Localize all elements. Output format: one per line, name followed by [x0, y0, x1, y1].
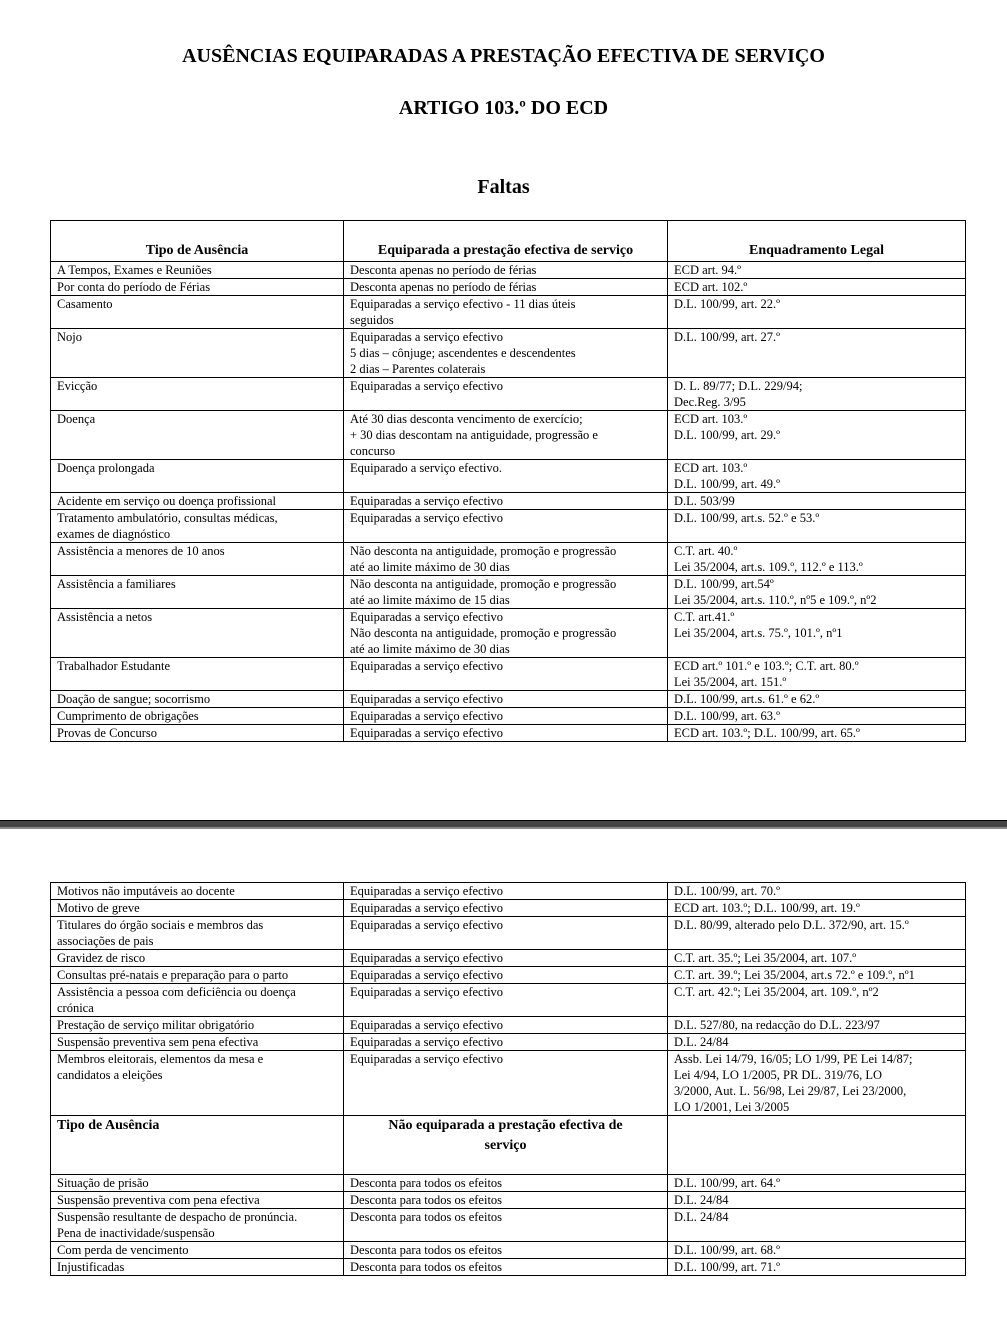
cell-absence-type: Por conta do período de Férias	[51, 279, 344, 296]
cell-legal-basis: D.L. 24/84	[668, 1192, 966, 1209]
cell-legal-basis: D.L. 503/99	[668, 493, 966, 510]
cell-equivalence: Desconta apenas no período de férias	[344, 279, 668, 296]
cell-legal-basis: ECD art. 94.º	[668, 262, 966, 279]
cell-legal-basis: D. L. 89/77; D.L. 229/94; Dec.Reg. 3/95	[668, 378, 966, 411]
table-row	[51, 1017, 966, 1034]
table-row	[51, 1209, 966, 1242]
cell-legal-basis: C.T. art. 39.º; Lei 35/2004, art.s 72.º e 109.º, nº1	[668, 967, 966, 984]
absences-table-page2	[50, 882, 966, 1276]
cell-absence-type: Cumprimento de obrigações	[51, 708, 344, 725]
cell-legal-basis: D.L. 100/99, art. 63.º	[668, 708, 966, 725]
table-row	[51, 967, 966, 984]
table-row	[51, 883, 966, 900]
cell-legal-basis: Enquadramento Legal	[668, 221, 966, 262]
cell-absence-type: Suspensão preventiva com pena efectiva	[51, 1192, 344, 1209]
table-row	[51, 1192, 966, 1209]
cell-equivalence: Não desconta na antiguidade, promoção e progressão até ao limite máximo de 30 dias	[344, 543, 668, 576]
table-row	[51, 411, 966, 460]
cell-equivalence: Desconta para todos os efeitos	[344, 1242, 668, 1259]
cell-legal-basis: D.L. 100/99, art. 68.º	[668, 1242, 966, 1259]
cell-legal-basis: Assb. Lei 14/79, 16/05; LO 1/99, PE Lei 14/87; Lei 4/94, LO 1/2005, PR DL. 319/76, LO 3/2000, Aut. L. 56/98, Lei 29/87, Lei 23/2000, LO 1/2001, Lei 3/2005	[668, 1051, 966, 1116]
cell-legal-basis: D.L. 100/99, art. 71.º	[668, 1259, 966, 1276]
table-row	[51, 262, 966, 279]
table-row	[51, 576, 966, 609]
cell-equivalence: Equiparadas a serviço efectivo	[344, 725, 668, 742]
cell-absence-type: Motivo de greve	[51, 900, 344, 917]
cell-equivalence: Até 30 dias desconta vencimento de exercício; + 30 dias descontam na antiguidade, progressão e concurso	[344, 411, 668, 460]
cell-absence-type: Com perda de vencimento	[51, 1242, 344, 1259]
table-row	[51, 917, 966, 950]
table-row	[51, 691, 966, 708]
table-row	[51, 1034, 966, 1051]
cell-absence-type: Gravidez de risco	[51, 950, 344, 967]
cell-equivalence: Equiparadas a serviço efectivo Não desconta na antiguidade, promoção e progressão até ao limite máximo de 30 dias	[344, 609, 668, 658]
article-title: ARTIGO 103.º DO ECD	[398, 97, 609, 119]
cell-equivalence: Equiparadas a serviço efectivo	[344, 1051, 668, 1116]
cell-equivalence: Equiparadas a serviço efectivo	[344, 984, 668, 1017]
cell-legal-basis: ECD art. 103.º; D.L. 100/99, art. 19.º	[668, 900, 966, 917]
cell-absence-type: Doença prolongada	[51, 460, 344, 493]
cell-equivalence: Não desconta na antiguidade, promoção e progressão até ao limite máximo de 15 dias	[344, 576, 668, 609]
cell-absence-type: Acidente em serviço ou doença profissional	[51, 493, 344, 510]
cell-absence-type: Assistência a pessoa com deficiência ou doença crónica	[51, 984, 344, 1017]
cell-equivalence: Equiparadas a serviço efectivo - 11 dias úteis seguidos	[344, 296, 668, 329]
cell-legal-basis: D.L. 24/84	[668, 1034, 966, 1051]
table-row	[51, 296, 966, 329]
table-row	[51, 510, 966, 543]
table-row	[51, 279, 966, 296]
table-row	[51, 1242, 966, 1259]
cell-absence-type: Trabalhador Estudante	[51, 658, 344, 691]
cell-legal-basis: D.L. 100/99, art.s. 52.º e 53.º	[668, 510, 966, 543]
table-row	[51, 658, 966, 691]
cell-equivalence: Equiparadas a serviço efectivo 5 dias – cônjuge; ascendentes e descendentes 2 dias – Parentes colaterais	[344, 329, 668, 378]
cell-absence-type: Nojo	[51, 329, 344, 378]
cell-legal-basis: D.L. 100/99, art.s. 61.º e 62.º	[668, 691, 966, 708]
cell-equivalence: Equiparadas a serviço efectivo	[344, 658, 668, 691]
cell-legal-basis: D.L. 100/99, art. 22.º	[668, 296, 966, 329]
cell-absence-type: Titulares do órgão sociais e membros das associações de pais	[51, 917, 344, 950]
table-row	[51, 460, 966, 493]
cell-equivalence: Equiparadas a serviço efectivo	[344, 708, 668, 725]
cell-absence-type: Evicção	[51, 378, 344, 411]
cell-equivalence: Equiparadas a serviço efectivo	[344, 1034, 668, 1051]
table-row	[51, 725, 966, 742]
cell-legal-basis: D.L. 100/99, art. 70.º	[668, 883, 966, 900]
cell-absence-type: Membros eleitorais, elementos da mesa e candidatos a eleições	[51, 1051, 344, 1116]
cell-legal-basis: ECD art. 103.º; D.L. 100/99, art. 65.º	[668, 725, 966, 742]
cell-equivalence: Não equiparada a prestação efectiva de serviço	[344, 1116, 668, 1175]
cell-absence-type: Situação de prisão	[51, 1175, 344, 1192]
table-header-row	[51, 1116, 966, 1175]
table-row	[51, 1259, 966, 1276]
cell-legal-basis: D.L. 527/80, na redacção do D.L. 223/97	[668, 1017, 966, 1034]
cell-equivalence: Equiparadas a serviço efectivo	[344, 950, 668, 967]
cell-absence-type: Assistência a menores de 10 anos	[51, 543, 344, 576]
table-row	[51, 378, 966, 411]
cell-legal-basis: ECD art. 102.º	[668, 279, 966, 296]
cell-absence-type: Suspensão resultante de despacho de pronúncia. Pena de inactividade/suspensão	[51, 1209, 344, 1242]
cell-equivalence: Equiparadas a serviço efectivo	[344, 900, 668, 917]
cell-absence-type: Tratamento ambulatório, consultas médicas, exames de diagnóstico	[51, 510, 344, 543]
table-row	[51, 900, 966, 917]
cell-legal-basis: C.T. art. 35.º; Lei 35/2004, art. 107.º	[668, 950, 966, 967]
cell-absence-type: Consultas pré-natais e preparação para o parto	[51, 967, 344, 984]
cell-equivalence: Equiparadas a serviço efectivo	[344, 883, 668, 900]
cell-absence-type: Injustificadas	[51, 1259, 344, 1276]
cell-equivalence: Desconta para todos os efeitos	[344, 1175, 668, 1192]
cell-legal-basis: D.L. 80/99, alterado pelo D.L. 372/90, art. 15.º	[668, 917, 966, 950]
table-header-row	[51, 221, 966, 262]
cell-legal-basis: C.T. art.41.º Lei 35/2004, art.s. 75.º, 101.º, nº1	[668, 609, 966, 658]
cell-absence-type: Doença	[51, 411, 344, 460]
table-row	[51, 493, 966, 510]
table-row	[51, 1175, 966, 1192]
cell-absence-type: Provas de Concurso	[51, 725, 344, 742]
cell-equivalence: Equiparado a serviço efectivo.	[344, 460, 668, 493]
cell-absence-type: Assistência a netos	[51, 609, 344, 658]
cell-legal-basis: D.L. 100/99, art. 27.º	[668, 329, 966, 378]
cell-absence-type: Motivos não imputáveis ao docente	[51, 883, 344, 900]
section-title: Faltas	[477, 176, 530, 198]
cell-absence-type: Tipo de Ausência	[51, 1116, 344, 1175]
cell-equivalence: Equiparadas a serviço efectivo	[344, 378, 668, 411]
cell-equivalence: Desconta apenas no período de férias	[344, 262, 668, 279]
cell-absence-type: Doação de sangue; socorrismo	[51, 691, 344, 708]
cell-legal-basis: D.L. 100/99, art.54º Lei 35/2004, art.s. 110.º, nº5 e 109.º, nº2	[668, 576, 966, 609]
cell-equivalence: Equiparadas a serviço efectivo	[344, 510, 668, 543]
cell-equivalence: Equiparadas a serviço efectivo	[344, 967, 668, 984]
absences-table-page1	[50, 220, 966, 742]
cell-absence-type: Assistência a familiares	[51, 576, 344, 609]
table-row	[51, 950, 966, 967]
cell-absence-type: Tipo de Ausência	[51, 221, 344, 262]
cell-equivalence: Desconta para todos os efeitos	[344, 1209, 668, 1242]
cell-legal-basis: C.T. art. 42.º; Lei 35/2004, art. 109.º, nº2	[668, 984, 966, 1017]
cell-equivalence: Equiparadas a serviço efectivo	[344, 917, 668, 950]
page-divider	[0, 820, 1007, 829]
table-row	[51, 984, 966, 1017]
cell-absence-type: Suspensão preventiva sem pena efectiva	[51, 1034, 344, 1051]
cell-equivalence: Desconta para todos os efeitos	[344, 1192, 668, 1209]
cell-legal-basis: ECD art. 103.º D.L. 100/99, art. 49.º	[668, 460, 966, 493]
table-row	[51, 543, 966, 576]
cell-equivalence: Desconta para todos os efeitos	[344, 1259, 668, 1276]
cell-absence-type: A Tempos, Exames e Reuniões	[51, 262, 344, 279]
document-title: AUSÊNCIAS EQUIPARADAS A PRESTAÇÃO EFECTIVA DE SERVIÇO	[182, 45, 825, 67]
cell-legal-basis	[668, 1116, 966, 1175]
cell-legal-basis: C.T. art. 40.º Lei 35/2004, art.s. 109.º, 112.º e 113.º	[668, 543, 966, 576]
cell-equivalence: Equiparadas a serviço efectivo	[344, 493, 668, 510]
table-row	[51, 708, 966, 725]
cell-legal-basis: ECD art. 103.º D.L. 100/99, art. 29.º	[668, 411, 966, 460]
table-row	[51, 1051, 966, 1116]
cell-legal-basis: D.L. 24/84	[668, 1209, 966, 1242]
cell-equivalence: Equiparada a prestação efectiva de serviço	[344, 221, 668, 262]
cell-absence-type: Casamento	[51, 296, 344, 329]
table-row	[51, 329, 966, 378]
cell-absence-type: Prestação de serviço militar obrigatório	[51, 1017, 344, 1034]
cell-equivalence: Equiparadas a serviço efectivo	[344, 1017, 668, 1034]
table-row	[51, 609, 966, 658]
cell-equivalence: Equiparadas a serviço efectivo	[344, 691, 668, 708]
cell-legal-basis: D.L. 100/99, art. 64.º	[668, 1175, 966, 1192]
cell-legal-basis: ECD art.º 101.º e 103.º; C.T. art. 80.º Lei 35/2004, art. 151.º	[668, 658, 966, 691]
